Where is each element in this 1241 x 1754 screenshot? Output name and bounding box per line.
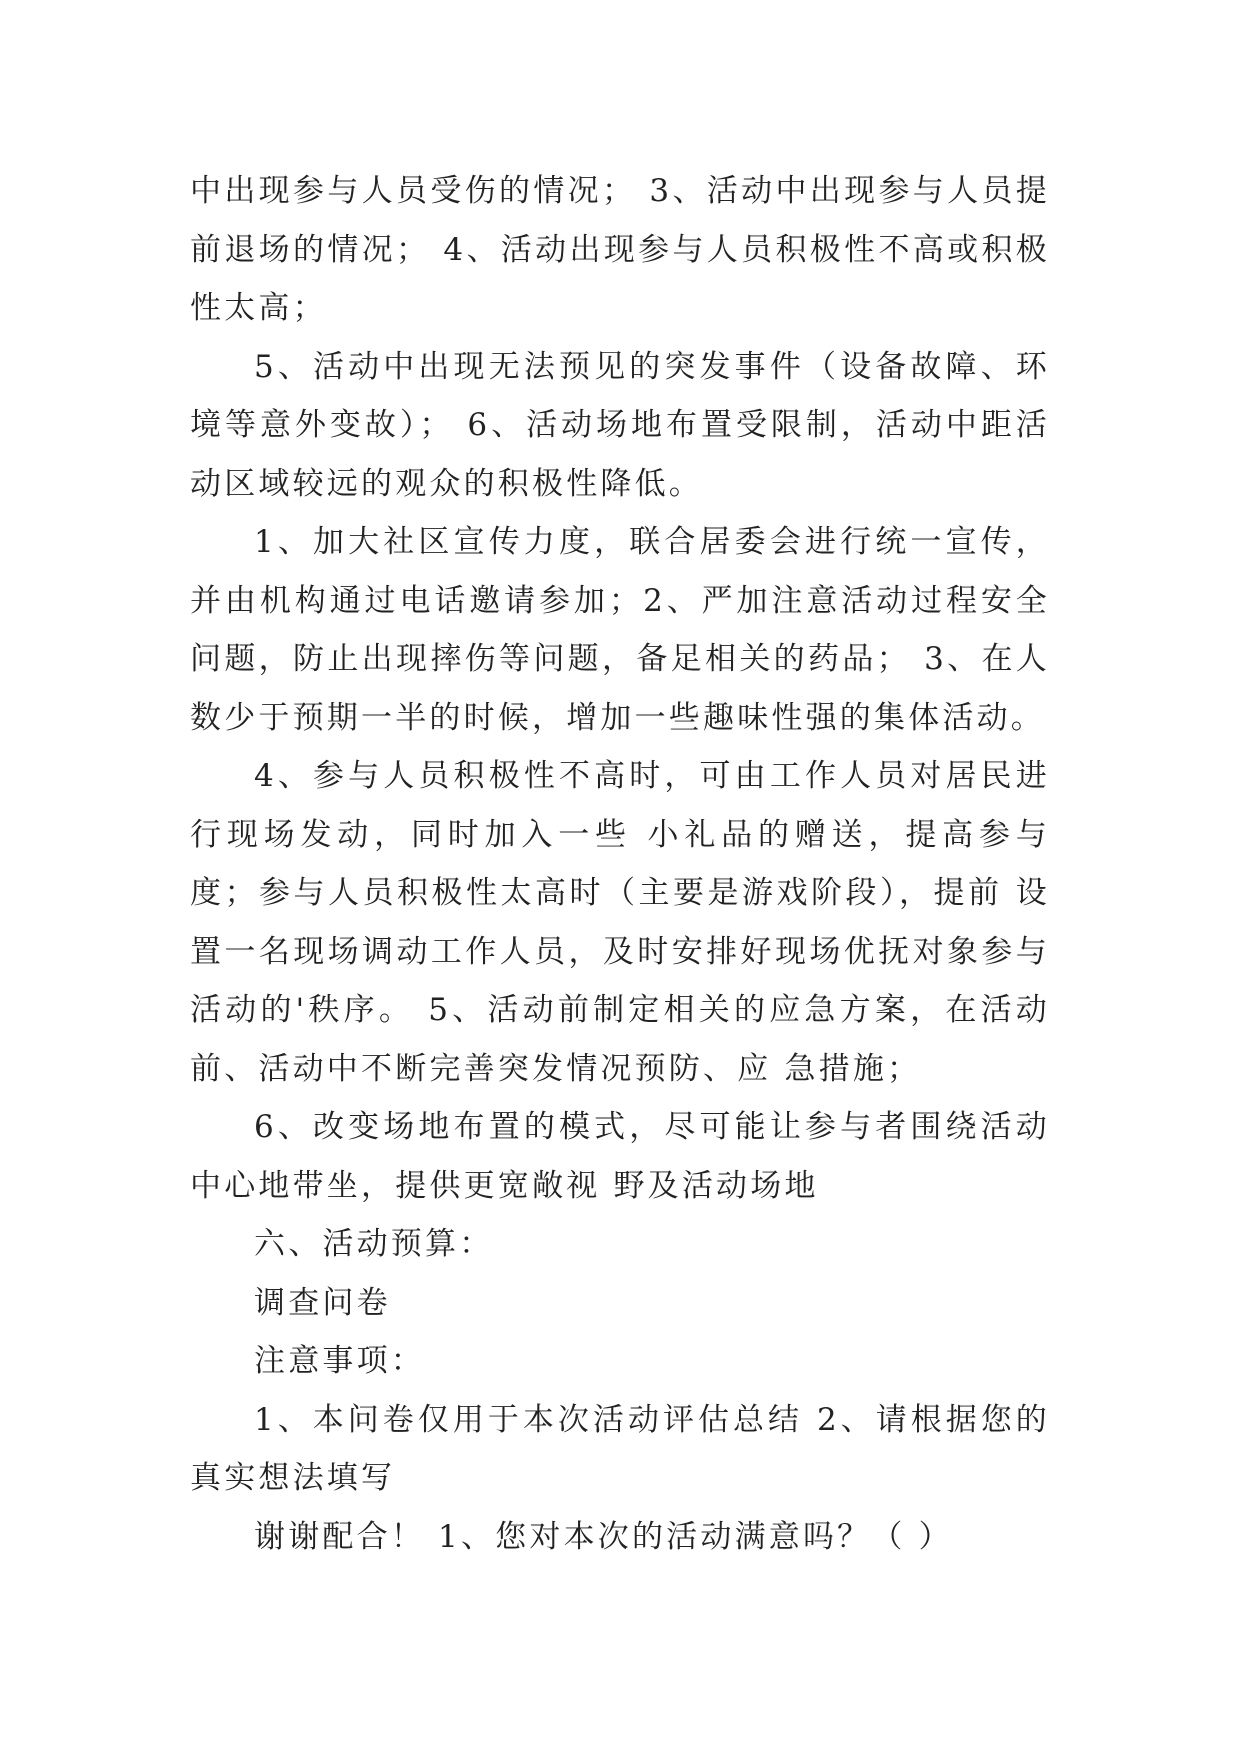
paragraph-5: 6、改变场地布置的模式，尽可能让参与者围绕活动中心地带坐，提供更宽敞视 野及活动场地: [190, 1109, 1050, 1204]
question-1: 谢谢配合！ 1、您对本次的活动满意吗？（ ）: [254, 1518, 953, 1555]
document-body: [190, 162, 1050, 1566]
paragraph-2: 5、活动中出现无法预见的突发事件（设备故障、环境等意外变故）； 6、活动场地布置受限制，活动中距活动区域较远的观众的积极性降低。: [190, 348, 1050, 502]
paragraph-1: 中出现参与人员受伤的情况； 3、活动中出现参与人员提前退场的情况； 4、活动出现参与人员积极性不高或积极性太高；: [190, 173, 1050, 326]
notes-text: 1、本问卷仅用于本次活动评估总结 2、请根据您的真实想法填写: [190, 1401, 1050, 1496]
paragraph-3: 1、加大社区宣传力度，联合居委会进行统一宣传，并由机构通过电话邀请参加；2、严加注意活动过程安全问题，防止出现摔伤等问题，备足相关的药品； 3、在人数少于预期一半的时候，增加一些趣味性强的集体活动。: [190, 524, 1050, 736]
notes-heading: 注意事项：: [254, 1343, 425, 1379]
section-heading-questionnaire: 调查问卷: [254, 1284, 391, 1321]
paragraph-4: 4、参与人员积极性不高时，可由工作人员对居民进行现场发动，同时加入一些 小礼品的赠送，提高参与度；参与人员积极性太高时（主要是游戏阶段），提前 设置一名现场调动工作人员，及时安排好现场优抚对象参与活动的'秩序。 5、活动前制定相关的应急方案，在活动前、活动中不断完善突发情况预防、应 急措施；: [190, 758, 1050, 1087]
section-heading-budget: 六、活动预算：: [254, 1226, 494, 1262]
